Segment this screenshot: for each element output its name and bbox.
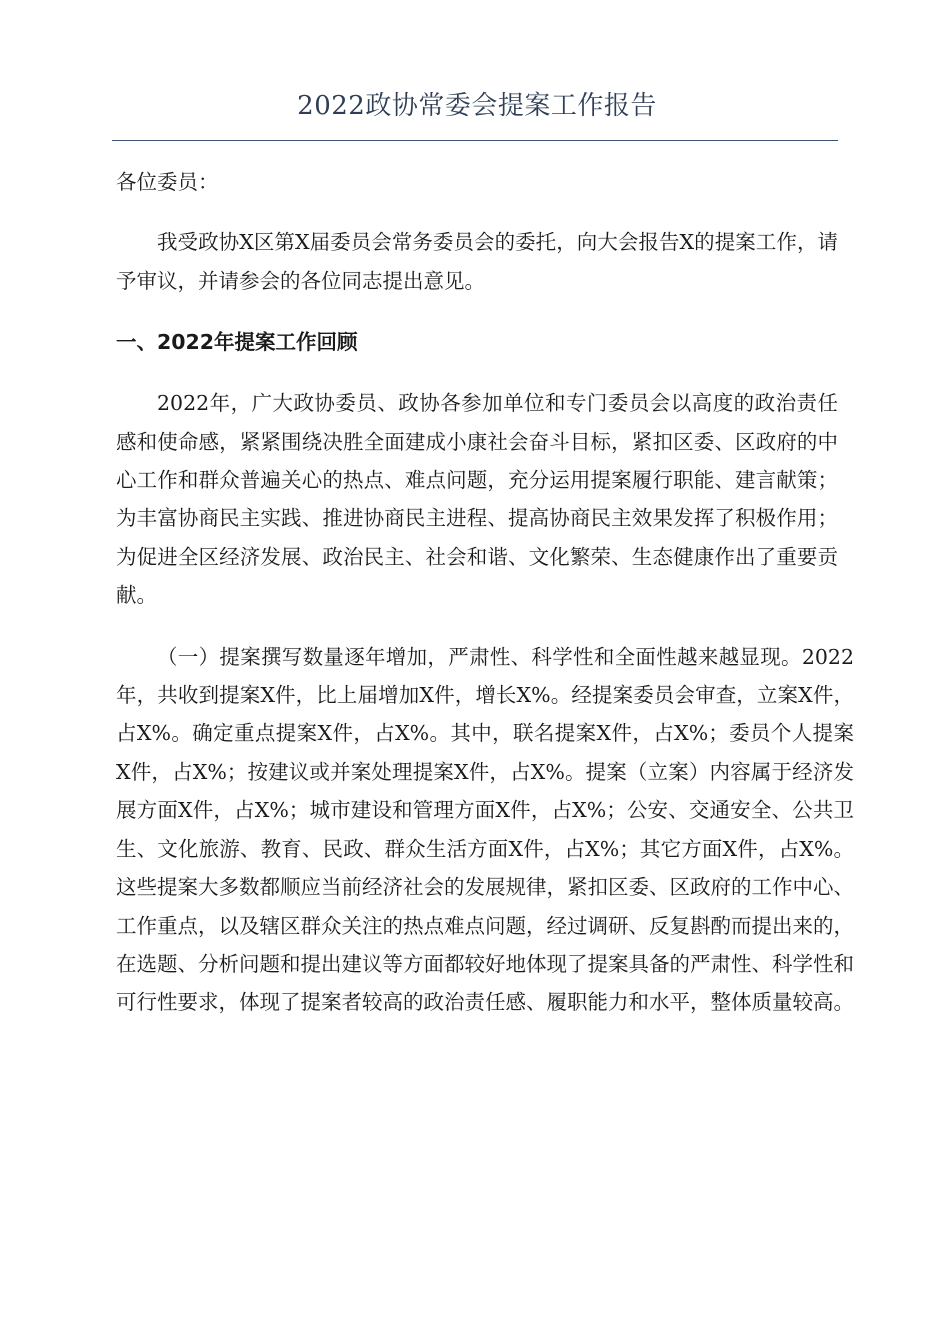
salutation: 各位委员：: [116, 170, 219, 194]
intro-paragraph: 我受政协X区第X届委员会常务委员会的委托，向大会报告X的提案工作，请予审议，并请参会的各位同志提出意见。: [116, 230, 838, 293]
review-paragraph: 2022年，广大政协委员、政协各参加单位和专门委员会以高度的政治责任感和使命感，紧紧围绕决胜全面建成小康社会奋斗目标，紧扣区委、区政府的中心工作和群众普遍关心的热点、难点问题，充分运用提案履行职能、建言献策；为丰富协商民主实践、推进协商民主进程、提高协商民主效果发挥了积极作用；为促进全区经济发展、政治民主、社会和谐、文化繁荣、生态健康作出了重要贡献。: [116, 391, 838, 608]
proposal-count-paragraph: （一）提案撰写数量逐年增加，严肃性、科学性和全面性越来越显现。2022年，共收到提案X件，比上届增加X件，增长X%。经提案委员会审查，立案X件，占X%。确定重点提案X件，占X%。其中，联名提案X件，占X%；委员个人提案X件，占X%；按建议或并案处理提案X件，占X%。提案（立案）内容属于经济发展方面X件，占X%；城市建设和管理方面X件，占X%；公安、交通安全、公共卫生、文化旅游、教育、民政、群众生活方面X件，占X%；其它方面X件，占X%。这些提案大多数都顺应当前经济社会的发展规律，紧扣区委、区政府的工作中心、工作重点，以及辖区群众关注的热点难点问题，经过调研、反复斟酌而提出来的，在选题、分析问题和提出建议等方面都较好地体现了提案具备的严肃性、科学性和可行性要求，体现了提案者较高的政治责任感、履职能力和水平，整体质量较高。: [116, 644, 854, 1015]
title-divider: [112, 140, 838, 141]
section-heading: 一、2022年提案工作回顾: [116, 330, 358, 355]
document-title: 2022政协常委会提案工作报告: [297, 91, 657, 121]
